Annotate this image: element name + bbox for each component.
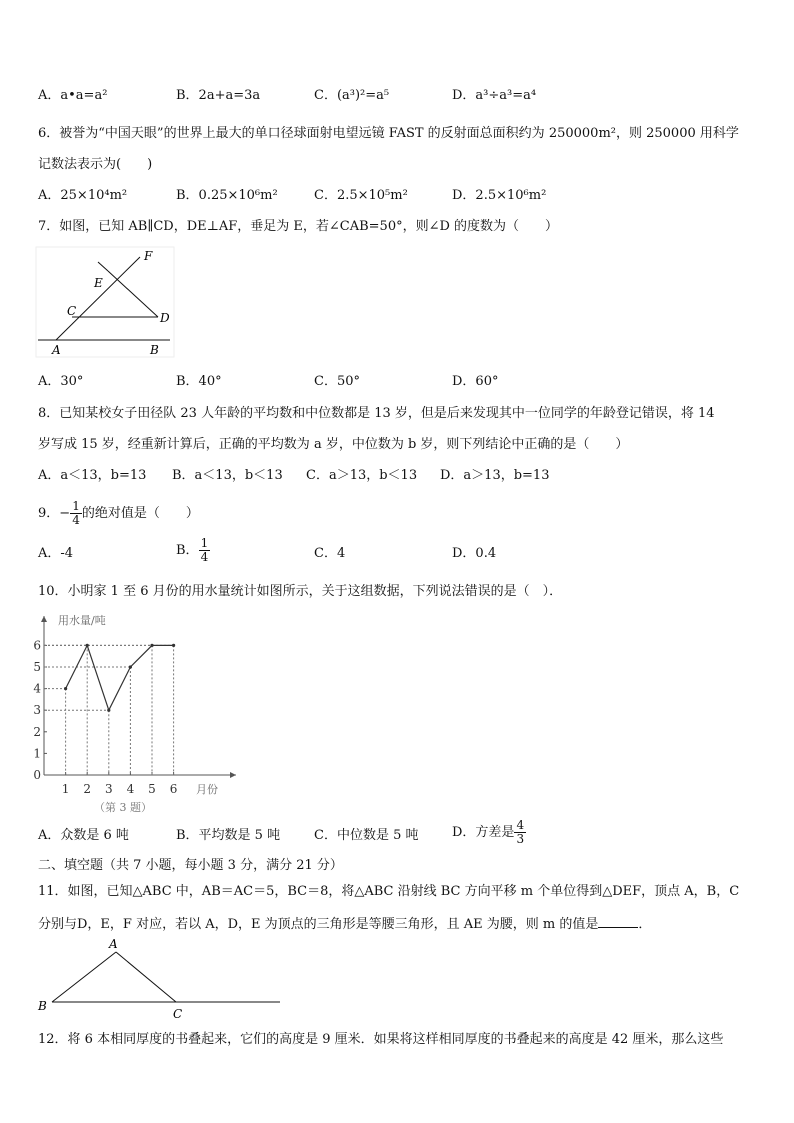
q7-stem: 7．如图，已知 AB∥CD，DE⊥AF，垂足为 E，若∠CAB=50°，则∠D 的度数为（ ）: [38, 219, 559, 234]
x-tick-label: 1: [61, 782, 70, 796]
q12-stem-line1: 12．将 6 本相同厚度的书叠起来，它们的高度是 9 厘米．如果将这样相同厚度的书叠起来的高度是 42 厘米，那么这些: [38, 1032, 724, 1047]
label-b: B: [150, 343, 159, 357]
q8-stem-line1: 8．已知某校女子田径队 23 人年龄的平均数和中位数都是 13 岁，但是后来发现其中一位同学的年龄登记错误，将 14: [38, 406, 715, 421]
y-tick-label: 0: [33, 768, 41, 782]
q10-option-d-fraction: $\frac{4}{3}$: [516, 818, 525, 846]
data-point: [150, 644, 153, 647]
q9-option-b-fraction: $\frac{1}{4}$: [200, 536, 209, 564]
q9-option-c: C．4: [314, 546, 346, 561]
y-tick-label: 4: [33, 681, 41, 696]
label-b: B: [38, 999, 47, 1013]
q10-option-c: C．中位数是 5 吨: [314, 828, 419, 843]
line-de: [108, 271, 158, 317]
q9-option-d: D．0.4: [452, 546, 497, 561]
q10-option-a: A．众数是 6 吨: [38, 828, 129, 843]
x-tick-label: 2: [83, 782, 92, 796]
chart-caption: （第 3 题）: [94, 801, 152, 814]
q8-option-a: A．a＜13，b=13: [38, 468, 147, 483]
line-e-ext: [98, 262, 108, 271]
line-ab: [52, 952, 116, 1002]
q6-stem-line2: 记数法表示为( ): [38, 157, 153, 172]
q11-figure: [36, 936, 286, 1022]
y-tick-label: 1: [33, 746, 41, 761]
q6-option-d: D．2.5×10⁶m²: [452, 188, 547, 203]
q7-figure: [36, 247, 176, 359]
label-f: F: [144, 249, 153, 263]
answer-blank[interactable]: [598, 913, 638, 928]
x-tick-label: 3: [104, 782, 113, 796]
q6-option-b: B．0.25×10⁶m²: [176, 188, 278, 203]
q7-option-b: B．40°: [176, 374, 222, 389]
q7-option-d: D．60°: [452, 374, 499, 389]
y-axis-title: 用水量/吨: [58, 614, 106, 627]
q10-option-d: D．方差是 $\frac{4}{3}$: [452, 818, 525, 846]
q5-option-d: D．a³÷a³=a⁴: [452, 88, 537, 103]
water-usage-chart: [33, 608, 236, 818]
q6-stem-line1: 6．被誉为“中国天眼”的世界上最大的单口径球面射电望远镜 FAST 的反射面总面积约为 250000m²，则 250000 用科学: [38, 126, 739, 141]
data-point: [64, 687, 67, 690]
data-point: [129, 665, 132, 668]
series-line: [66, 645, 174, 710]
q10-option-b: B．平均数是 5 吨: [176, 828, 281, 843]
q9-fraction: $\frac{1}{4}$: [72, 499, 80, 527]
data-point: [86, 644, 89, 647]
q9-option-b: B． $\frac{1}{4}$: [176, 536, 209, 564]
x-axis-title: 月份: [196, 783, 218, 796]
q7-option-c: C．50°: [314, 374, 360, 389]
q6-option-c: C．2.5×10⁵m²: [314, 188, 408, 203]
x-tick-label: 6: [169, 782, 178, 796]
data-point: [107, 709, 110, 712]
q8-option-b: B．a＜13，b＜13: [172, 468, 283, 483]
y-axis-arrow: [41, 616, 47, 622]
label-e: E: [94, 276, 103, 290]
q6-option-a: A．25×10⁴m²: [38, 188, 128, 203]
y-tick-label: 5: [33, 660, 41, 674]
x-axis-arrow: [230, 772, 236, 778]
y-tick-label: 2: [33, 724, 41, 739]
label-c: C: [173, 1007, 183, 1021]
label-d: D: [160, 311, 170, 325]
q11-stem-line2: 分别与D，E，F 对应，若以 A，D，E 为顶点的三角形是等腰三角形，且 AE 为腰，则 m 的值是 ．: [38, 913, 651, 935]
q8-option-d: D．a＞13，b=13: [440, 468, 550, 483]
data-point: [172, 644, 175, 647]
y-tick-label: 6: [33, 638, 41, 653]
q8-option-c: C．a＞13，b＜13: [306, 468, 418, 483]
q9-option-a: A．-4: [38, 546, 74, 561]
q7-option-a: A．30°: [38, 374, 84, 389]
q5-option-c: C．(a³)²=a⁵: [314, 88, 390, 103]
label-a: A: [109, 937, 118, 951]
label-a: A: [52, 343, 61, 357]
q11-stem-line1: 11．如图，已知△ABC 中，AB＝AC＝5，BC＝8，将△ABC 沿射线 BC 方向平移 m 个单位得到△DEF，顶点 A，B，C: [38, 884, 740, 899]
q8-stem-line2: 岁写成 15 岁，经重新计算后，正确的平均数为 a 岁，中位数为 b 岁，则下列结论中正确的是（ ）: [38, 437, 629, 452]
q5-option-b: B．2a+a=3a: [176, 88, 261, 103]
q5-option-a: A．a•a=a²: [38, 88, 108, 103]
q10-stem: 10．小明家 1 至 6 月份的用水量统计如图所示，关于这组数据，下列说法错误的是（ ）．: [38, 584, 563, 599]
label-c: C: [67, 304, 77, 318]
q9-stem: 9．− $\frac{1}{4}$ 的绝对值是（ ）: [38, 499, 199, 527]
y-tick-label: 3: [33, 703, 41, 718]
x-tick-label: 5: [148, 782, 156, 796]
section-title-fill-in: 二、填空题（共 7 小题，每小题 3 分，满分 21 分）: [38, 858, 343, 873]
x-tick-label: 4: [126, 782, 135, 796]
line-ac: [116, 952, 176, 1002]
line-af: [56, 257, 140, 340]
